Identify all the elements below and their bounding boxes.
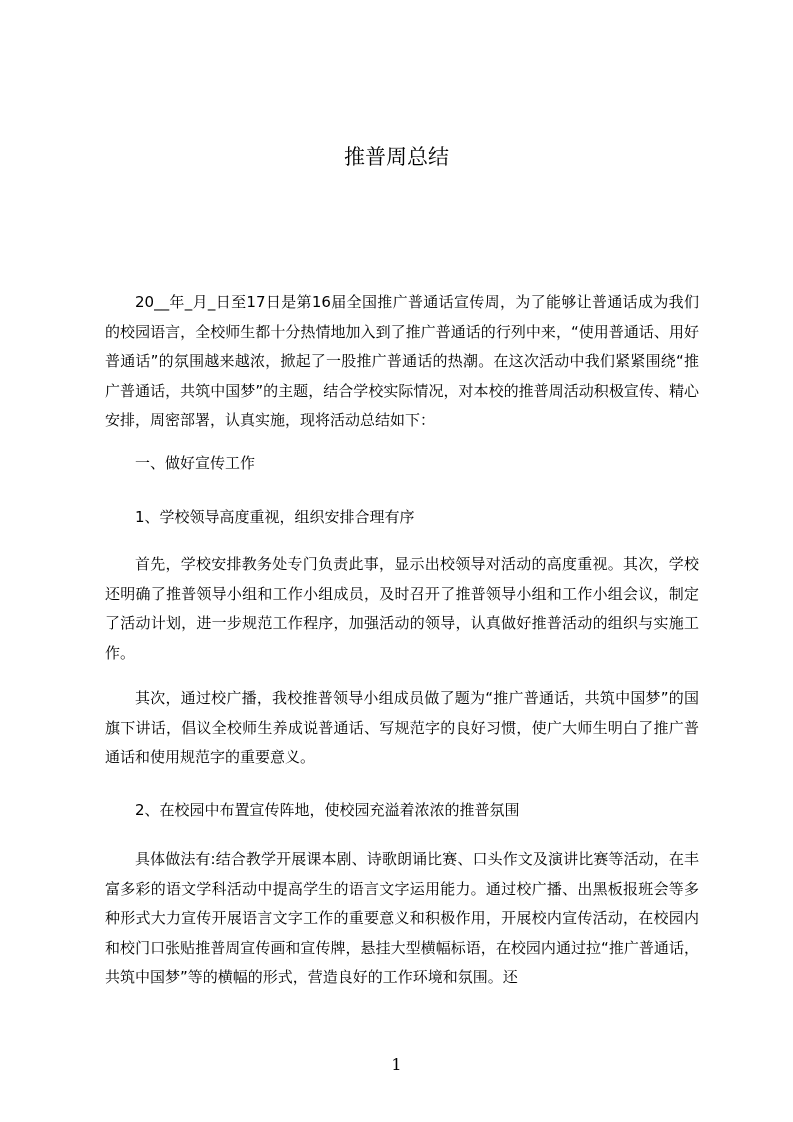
subheading-2: 2、在校园中布置宣传阵地，使校园充溢着浓浓的推普氛围 bbox=[135, 801, 520, 819]
intro-paragraph: 20__年_月_日至17日是第16届全国推广普通话宣传周，为了能够让普通话成为我们的校园语言，全校师生都十分热情地加入到了推广普通话的行列中来，“使用普通话、用好普通话”的氛围越来越浓，掀起了一股推广普通话的热潮。在这次活动中我们紧紧围绕“推广普通话，共筑中国梦”的主题，结合学校实际情况，对本校的推普周活动积极宣传、精心安排，周密部署，认真实施，现将活动总结如下： bbox=[105, 293, 699, 429]
subheading-1: 1、学校领导高度重视，组织安排合理有序 bbox=[135, 508, 415, 526]
paragraph-1: 首先，学校安排教务处专门负责此事，显示出校领导对活动的高度重视。其次，学校还明确了推普领导小组和工作小组成员，及时召开了推普领导小组和工作小组会议，制定了活动计划，进一步规范工作程序，加强活动的领导，认真做好推普活动的组织与实施工作。 bbox=[105, 555, 699, 662]
document-title: 推普周总结 bbox=[344, 145, 449, 169]
page-number: 1 bbox=[391, 1055, 402, 1074]
section-heading-1: 一、做好宣传工作 bbox=[135, 454, 256, 472]
paragraph-3: 具体做法有:结合教学开展课本剧、诗歌朗诵比赛、口头作文及演讲比赛等活动，在丰富多彩的语文学科活动中提高学生的语言文字运用能力。通过校广播、出黑板报班会等多种形式大力宣传开展语言文字工作的重要意义和积极作用，开展校内宣传活动，在校园内和校门口张贴推普周宣传画和宣传牌，悬挂大型横幅标语，在校园内通过拉“推广普通话，共筑中国梦”等的横幅的形式，营造良好的工作环境和氛围。还 bbox=[105, 850, 699, 986]
paragraph-2: 其次，通过校广播，我校推普领导小组成员做了题为“推广普通话，共筑中国梦”的国旗下讲话，倡议全校师生养成说普通话、写规范字的良好习惯，使广大师生明白了推广普通话和使用规范字的重要意义。 bbox=[105, 689, 699, 766]
